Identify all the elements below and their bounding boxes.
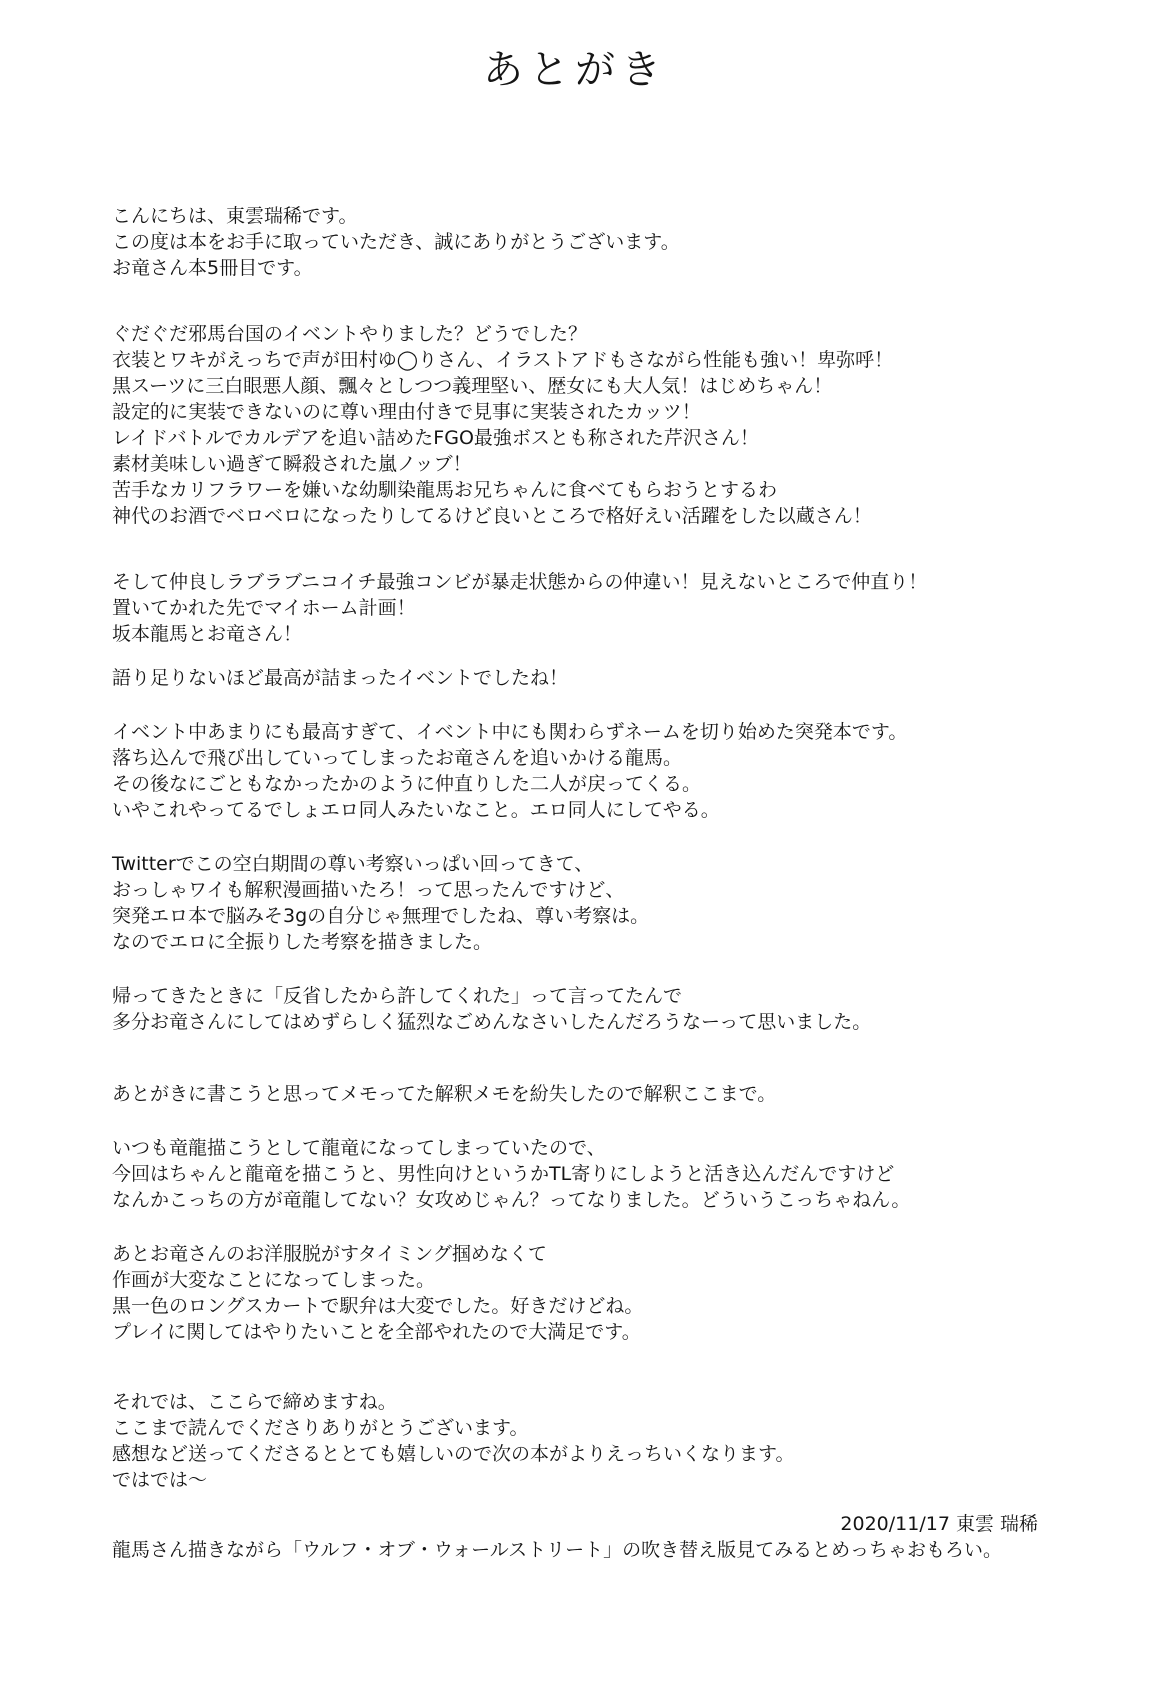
body-line: ここまで読んでくださりありがとうございます。 [112, 1417, 529, 1439]
body-line: いやこれやってるでしょエロ同人みたいなこと。エロ同人にしてやる。 [112, 799, 720, 821]
body-line: プレイに関してはやりたいことを全部やれたので大満足です。 [112, 1321, 641, 1343]
body-line: あとがきに書こうと思ってメモってた解釈メモを紛失したので解釈ここまで。 [112, 1083, 777, 1105]
body-line: レイドバトルでカルデアを追い詰めたFGO最強ボスとも称された芹沢さん！ [112, 427, 759, 449]
body-line: 黒一色のロングスカートで駅弁は大変でした。好きだけどね。 [112, 1295, 644, 1317]
body-line: 多分お竜さんにしてはめずらしく猛烈なごめんなさいしたんだろうなーって思いました。 [112, 1011, 872, 1033]
body-line: 語り足りないほど最高が詰まったイベントでしたね！ [112, 667, 569, 689]
signature-date: 2020/11/17 東雲 瑞稀 [840, 1513, 1038, 1535]
body-line: イベント中あまりにも最高すぎて、イベント中にも関わらずネームを切り始めた突発本です。 [112, 721, 908, 743]
body-line: 坂本龍馬とお竜さん！ [112, 623, 303, 645]
body-line: 置いてかれた先でマイホーム計画！ [112, 597, 416, 619]
body-line: 苦手なカリフラワーを嫌いな幼馴染龍馬お兄ちゃんに食べてもらおうとするわ [112, 479, 778, 501]
body-line: お竜さん本5冊目です。 [112, 257, 313, 279]
postscript: 龍馬さん描きながら「ウルフ・オブ・ウォールストリート」の吹き替え版見てみるとめっちゃおもろい。 [112, 1539, 1002, 1561]
body-line: 黒スーツに三白眼悪人顔、飄々としつつ義理堅い、歴女にも大人気！はじめちゃん！ [112, 375, 833, 397]
page-title: あとがき [483, 47, 667, 93]
body-line: 帰ってきたときに「反省したから許してくれた」って言ってたんで [112, 985, 683, 1007]
body-line: ぐだぐだ邪馬台国のイベントやりました？どうでした？ [112, 323, 588, 345]
body-line: こんにちは、東雲瑞稀です。 [112, 205, 358, 227]
body-line: そして仲良しラブラブニコイチ最強コンビが暴走状態からの仲違い！見えないところで仲直り！ [112, 571, 928, 593]
body-line: 落ち込んで飛び出していってしまったお竜さんを追いかける龍馬。 [112, 747, 683, 769]
body-line: あとお竜さんのお洋服脱がすタイミング掴めなくて [112, 1243, 547, 1265]
body-line: ではでは〜 [112, 1469, 208, 1491]
body-line: 感想など送ってくださるととても嬉しいので次の本がよりえっちいくなります。 [112, 1443, 795, 1465]
body-line: 今回はちゃんと龍竜を描こうと、男性向けというかTL寄りにしようと活き込んだんですけど [112, 1163, 895, 1185]
body-line: おっしゃワイも解釈漫画描いたろ！って思ったんですけど、 [112, 879, 625, 901]
body-line: 設定的に実装できないのに尊い理由付きで見事に実装されたカッツ！ [112, 401, 701, 423]
body-line: 作画が大変なことになってしまった。 [112, 1269, 436, 1291]
body-line: Twitterでこの空白期間の尊い考察いっぱい回ってきて、 [112, 853, 594, 875]
body-line: なんかこっちの方が竜龍してない？女攻めじゃん？ってなりました。どういうこっちゃねん。 [112, 1189, 911, 1211]
body-line: 衣装とワキがえっちで声が田村ゆ◯りさん、イラストアドもさながら性能も強い！卑弥呼！ [112, 349, 894, 371]
body-line: 突発エロ本で脳みそ3gの自分じゃ無理でしたね、尊い考察は。 [112, 905, 650, 927]
body-line: その後なにごともなかったかのように仲直りした二人が戻ってくる。 [112, 773, 702, 795]
body-line: 素材美味しい過ぎて瞬殺された嵐ノッブ！ [112, 453, 472, 475]
body-line: この度は本をお手に取っていただき、誠にありがとうございます。 [112, 231, 680, 253]
body-line: それでは、ここらで締めますね。 [112, 1391, 397, 1413]
body-line: 神代のお酒でベロベロになったりしてるけど良いところで格好えい活躍をした以蔵さん！ [112, 505, 872, 527]
body-line: なのでエロに全振りした考察を描きました。 [112, 931, 493, 953]
body-line: いつも竜龍描こうとして龍竜になってしまっていたので、 [112, 1137, 606, 1159]
